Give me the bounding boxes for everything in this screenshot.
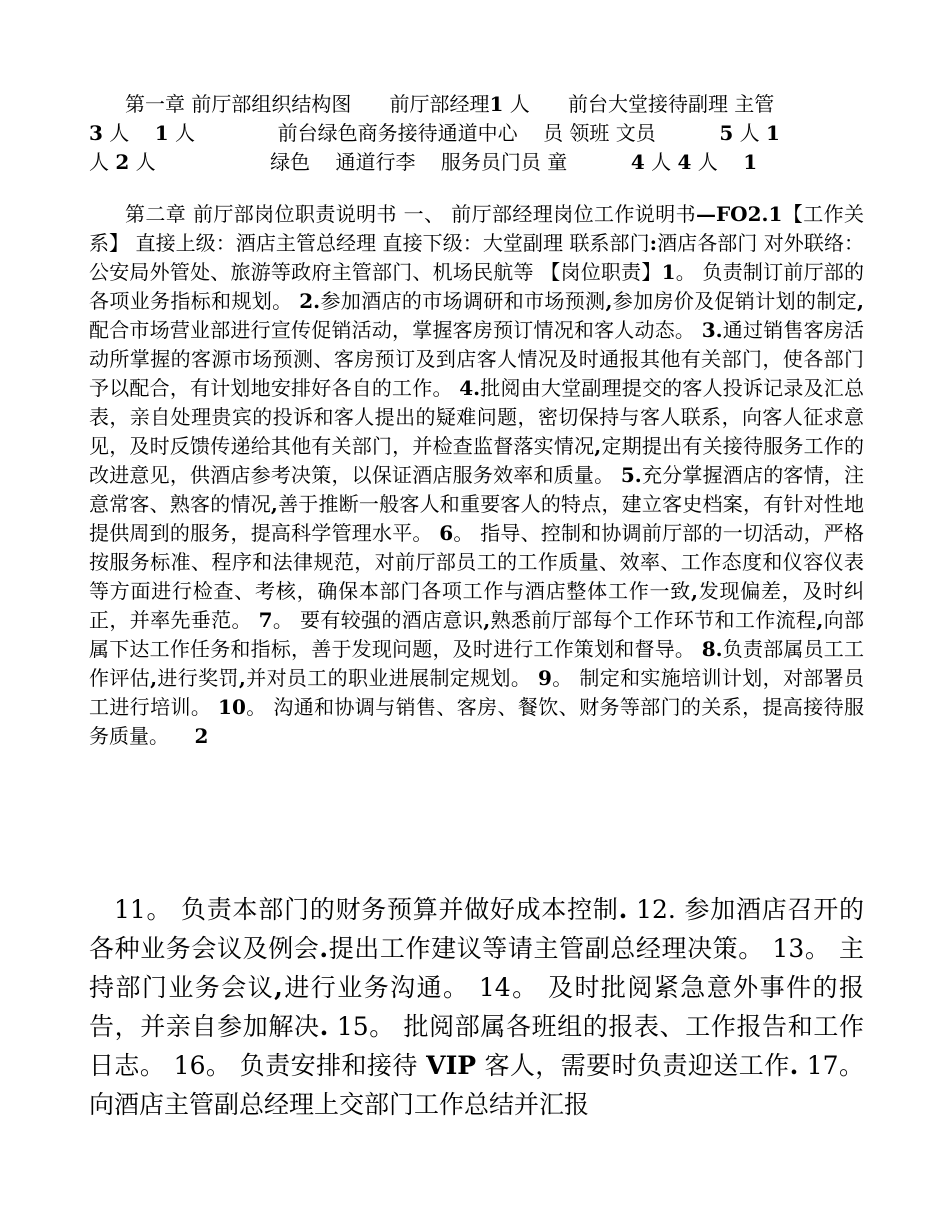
org-number: 1: [489, 92, 504, 116]
punct: ,: [857, 289, 865, 313]
org-number: 4: [630, 150, 645, 174]
punct: ,: [605, 289, 613, 313]
body-text: 发现偏差，及时纠正，并率先垂范。: [89, 579, 865, 632]
body-text: 11。 负责本部门的财务预算并做好成本控制: [114, 895, 619, 924]
punct: :: [649, 231, 658, 255]
item-number: 6: [439, 521, 454, 545]
dash-mark: —: [695, 202, 716, 226]
body-text: 提出工作建议等请主管副总经理决策。 13。 主持部门业务会议: [89, 934, 864, 1002]
org-text: 人: [691, 150, 744, 174]
punct: .: [319, 934, 329, 963]
org-line-3: [53, 148, 864, 177]
punct: .: [319, 1012, 329, 1041]
body-text: 进行奖罚: [157, 666, 239, 690]
body-text: 参加房价及促销计划的制定: [612, 289, 858, 313]
body-text: 定期提出有关接待服务工作的改进意见，供酒店参考决策，以保证酒店服务效率和质量。: [89, 434, 865, 487]
body-text: 通过销售客房活动所掌握的客源市场预测、客房预订及到店客人情况及时通报其他有关部门，使各部门予以配合，有计划地安排好各自的工作。: [89, 318, 865, 400]
org-number: 2: [115, 150, 130, 174]
body-text: 并对员工的职业进展制定规划。: [245, 666, 538, 690]
org-number: 1: [154, 121, 169, 145]
body-text: 第二章 前厅部岗位职责说明书 一、 前厅部经理岗位工作说明书: [125, 202, 696, 226]
item-number: 10: [218, 695, 246, 719]
item-number: 4.: [459, 376, 481, 400]
vip-label: VIP: [426, 1051, 477, 1080]
punct: ,: [690, 579, 698, 603]
page-number: 2: [194, 724, 209, 748]
body-text: 配合市场营业部进行宣传促销活动，掌握客房预订情况和客人动态。: [89, 318, 702, 342]
org-text: 人: [733, 121, 767, 145]
org-text: 人 前台绿色商务接待通道中心 员 领班 文员: [168, 121, 720, 145]
org-line-1: [89, 90, 864, 119]
org-line-2: [53, 119, 864, 148]
org-text: 人: [102, 121, 155, 145]
body-text: 。 指导、控制和协调前厅部的一切活动，严格按服务标准、程序和法律规范，对前厅部员工的工作质量、效率、工作态度和仪容仪表等方面进行检查、考核，确保本部门各项工作与酒店整体工作一致: [89, 521, 864, 603]
org-number: 5: [719, 121, 734, 145]
item-number: 5.: [620, 463, 642, 487]
org-number: 1: [743, 150, 758, 174]
body-text: 酒店各部门 对外联络：公安局外管处、旅游等政府主管部门、机场民航等 【岗位职责】: [89, 231, 865, 284]
body-text: 。 制定和实施培训计划，对部署员工进行培训。: [89, 666, 865, 719]
org-text: 人: [89, 150, 116, 174]
body-text: 参加酒店的市场调研和市场预测: [320, 289, 606, 313]
item-number: 3.: [701, 318, 723, 342]
body-text: 。 沟通和协调与销售、客房、餐饮、财务等部门的关系，提高接待服务质量。: [89, 695, 865, 748]
body-text: 向部属下达工作任务和指标，善于发现问题，及时进行工作策划和督导。: [89, 608, 865, 661]
org-text: 人 前台大堂接待副理 主管: [503, 92, 775, 116]
punct: ,: [238, 666, 246, 690]
punct: .: [618, 895, 628, 924]
org-chart-paragraph: [89, 90, 864, 177]
body-text: 批阅由大堂副理提交的客人投诉记录及汇总表，亲自处理贵宾的投诉和客人提出的疑难问题，密切保持与客人联系，向客人征求意见，及时反馈传递给其他有关部门，并检查监督落实情况: [89, 376, 864, 458]
punct: ,: [274, 973, 283, 1002]
item-number: 1: [661, 260, 676, 284]
punct: ,: [483, 608, 491, 632]
body-text: 。 负责制订前厅部的各项业务指标和规划。: [89, 260, 865, 313]
body-text: 客人，需要时负责迎送工作: [476, 1051, 790, 1080]
body-text: 善于推断一般客人和重要客人的特点，建立客史档案，有针对性地提供周到的服务，提高科学管理水平。: [89, 492, 865, 545]
body-text: 进行业务沟通。 14。 及时批阅紧急意外事件的报告，并亲自参加解决: [89, 973, 864, 1041]
punct: ,: [816, 608, 824, 632]
body-text: 。 要有较强的酒店意识: [272, 608, 484, 632]
body-text: 12. 参加酒店召开的各种业务会议及例会: [89, 895, 865, 963]
org-text: 人: [644, 150, 678, 174]
punct: ,: [594, 434, 602, 458]
item-number: 7: [258, 608, 273, 632]
body-text: 熟悉前厅部每个工作环节和工作流程: [490, 608, 817, 632]
body-text: 负责部属员工工作评估: [89, 637, 865, 690]
item-number: 9: [537, 666, 552, 690]
org-number: 1: [766, 121, 780, 145]
punct: ,: [150, 666, 158, 690]
body-text: 15。 批阅部属各班组的报表、工作报告和工作日志。 16。 负责安排和接待: [89, 1012, 864, 1080]
item-number: 2.: [299, 289, 321, 313]
continued-duties-paragraph: [89, 890, 864, 1124]
body-text: 【工作关系】 直接上级：酒店主管总经理 直接下级：大堂副理 联系部门: [89, 202, 864, 255]
org-text: 人 绿色 通道行李 服务员门员 童: [129, 150, 631, 174]
org-number: 3: [89, 121, 103, 145]
item-number: 8.: [701, 637, 723, 661]
org-number: 4: [677, 150, 692, 174]
org-text: 第一章 前厅部组织结构图 前厅部经理: [125, 92, 490, 116]
body-text: 17。 向酒店主管副总经理上交部门工作总结并汇报: [89, 1051, 865, 1119]
doc-code: FO2.1: [715, 202, 783, 226]
duties-paragraph: [89, 200, 864, 751]
body-text: 充分掌握酒店的客情，注意常客、熟客的情况: [89, 463, 865, 516]
punct: ,: [270, 492, 278, 516]
punct: .: [789, 1051, 799, 1080]
